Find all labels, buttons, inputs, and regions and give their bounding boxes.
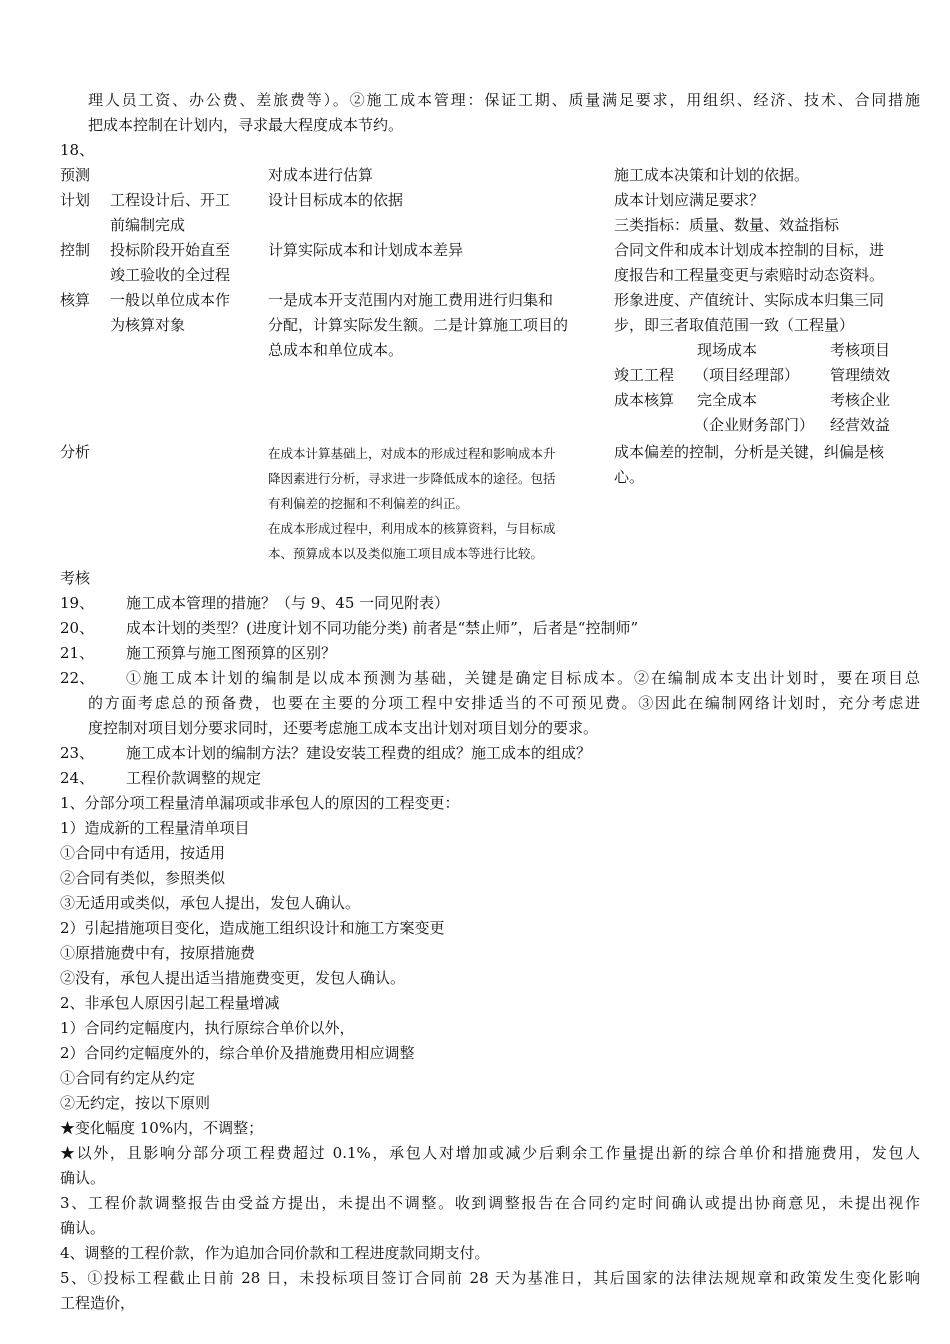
q18-label: 18、 — [60, 141, 95, 159]
body-line: ★变化幅度 10%内，不调整； — [60, 1119, 264, 1137]
q23-text: 施工成本计划的编制方法？建设安装工程费的组成？施工成本的组成？ — [126, 744, 592, 762]
sub-finance-dept: （企业财务部门） — [694, 416, 815, 434]
row-account-name: 核算 — [60, 291, 91, 309]
row-predict-name: 预测 — [60, 166, 91, 184]
body-line: 1）合同约定幅度内，执行原综合单价以外， — [60, 1019, 355, 1037]
para5-line-1: 5、①投标工程截止日前 28 日，未投标项目签订合同前 28 天为基准日，其后国家的法律法规规章和政策发生变化影响 — [60, 1269, 920, 1287]
body-line: 2）引起措施项目变化，造成施工组织设计和施工方案变更 — [60, 919, 445, 937]
sub-completion: 竣工工程 — [614, 366, 675, 384]
row-plan-timing-1: 工程设计后、开工 — [110, 191, 231, 209]
row-account-timing-2: 为核算对象 — [110, 316, 186, 334]
para-star-line-1: ★以外，且影响分部分项工程费超过 0.1%，承包人对增加或减少后剩余工作量提出新的综合单价和措施费用，发包人 — [60, 1144, 920, 1162]
para-star-line-2: 确认。 — [60, 1169, 106, 1187]
intro-line-1: 理人员工资、办公费、差旅费等）。②施工成本管理：保证工期、质量满足要求，用组织、经济、技术、合同措施 — [88, 91, 920, 109]
q20-text: 成本计划的类型？(进度计划不同功能分类) 前者是“禁止师”，后者是“控制师” — [126, 619, 639, 637]
q22-line-2: 的方面考虑总的预备费，也要在主要的分项工程中安排适当的不可预见费。③因此在编制网络计划时，充分考虑进 — [88, 694, 920, 712]
body-line: 2）合同约定幅度外的，综合单价及措施费用相应调整 — [60, 1044, 415, 1062]
q24-text: 工程价款调整的规定 — [126, 769, 262, 787]
row-predict-note: 施工成本决策和计划的依据。 — [614, 166, 810, 184]
row-account-content-2: 分配，计算实际发生额。二是计算施工项目的 — [268, 316, 569, 334]
q19-text: 施工成本管理的措施？（与 9、45 一同见附表） — [126, 594, 450, 612]
row-control-timing-1: 投标阶段开始直至 — [110, 241, 231, 259]
row-plan-timing-2: 前编制完成 — [110, 216, 186, 234]
body-line: ①原措施费中有，按原措施费 — [60, 944, 256, 962]
row-analysis-name: 分析 — [60, 443, 91, 461]
row-predict-content: 对成本进行估算 — [268, 166, 374, 184]
row-control-note-1: 合同文件和成本计划成本控制的目标，进 — [614, 241, 885, 259]
q22-line-3: 度控制对项目划分要求同时，还要考虑施工成本支出计划对项目划分的要求。 — [88, 719, 599, 737]
row-plan-note-2: 三类指标：质量、数量、效益指标 — [614, 216, 840, 234]
row-control-content: 计算实际成本和计划成本差异 — [268, 241, 464, 259]
row-plan-content: 设计目标成本的依据 — [268, 191, 404, 209]
row-account-content-3: 总成本和单位成本。 — [268, 341, 404, 359]
sub-pm-dept: （项目经理部） — [694, 366, 800, 384]
body-line: ②无约定，按以下原则 — [60, 1094, 211, 1112]
row-control-name: 控制 — [60, 241, 91, 259]
para3-line-1: 3、工程价款调整报告由受益方提出，未提出不调整。收到调整报告在合同约定时间确认或提出协商意见，未提出视作 — [60, 1194, 920, 1212]
q21-text: 施工预算与施工图预算的区别？ — [126, 644, 337, 662]
body-line: ①合同有约定从约定 — [60, 1069, 196, 1087]
row-analysis-content-4: 在成本形成过程中，利用成本的核算资料，与目标成 — [268, 521, 556, 536]
body-line: ③无适用或类似，承包人提出，发包人确认。 — [60, 894, 361, 912]
row-analysis-content-3: 有利偏差的挖掘和不利偏差的纠正。 — [268, 496, 469, 511]
row-analysis-note-1: 成本偏差的控制，分析是关键，纠偏是核 — [614, 443, 885, 461]
row-account-timing-1: 一般以单位成本作 — [110, 291, 231, 309]
body-line: ①合同中有适用，按适用 — [60, 844, 226, 862]
q23-num: 23、 — [60, 744, 95, 762]
sub-mgmt-perf: 管理绩效 — [830, 366, 891, 384]
row-plan-name: 计划 — [60, 191, 91, 209]
sub-op-benefit: 经营效益 — [830, 416, 891, 434]
para4: 4、调整的工程价款，作为追加合同价款和工程进度款同期支付。 — [60, 1244, 490, 1262]
sub-cost-acct: 成本核算 — [614, 391, 675, 409]
sub-assess-ent: 考核企业 — [830, 391, 891, 409]
q21-num: 21、 — [60, 644, 95, 662]
sub-full-cost: 完全成本 — [697, 391, 758, 409]
row-control-timing-2: 竣工验收的全过程 — [110, 266, 231, 284]
body-line: 2、非承包人原因引起工程量增减 — [60, 994, 280, 1012]
intro-line-2: 把成本控制在计划内，寻求最大程度成本节约。 — [88, 116, 404, 134]
q22-line-1: ①施工成本计划的编制是以成本预测为基础，关键是确定目标成本。②在编制成本支出计划时，要在项目总 — [126, 669, 920, 687]
row-account-note-2: 步，即三者取值范围一致（工程量） — [614, 316, 855, 334]
row-account-note-1: 形象进度、产值统计、实际成本归集三同 — [614, 291, 885, 309]
row-assess-name: 考核 — [60, 569, 91, 587]
sub-assess-project: 考核项目 — [830, 341, 891, 359]
row-analysis-note-2: 心。 — [614, 468, 645, 486]
q22-num: 22、 — [60, 669, 95, 687]
q20-num: 20、 — [60, 619, 95, 637]
q19-num: 19、 — [60, 594, 95, 612]
para5-line-2: 工程造价， — [60, 1294, 136, 1312]
q24-num: 24、 — [60, 769, 95, 787]
body-line: ②合同有类似，参照类似 — [60, 869, 226, 887]
row-account-content-1: 一是成本开支范围内对施工费用进行归集和 — [268, 291, 554, 309]
row-control-note-2: 度报告和工程量变更与索赔时动态资料。 — [614, 266, 885, 284]
sub-site-cost: 现场成本 — [697, 341, 758, 359]
para3-line-2: 确认。 — [60, 1219, 106, 1237]
row-analysis-content-2: 降因素进行分析，寻求进一步降低成本的途径。包括 — [268, 471, 556, 486]
body-line: 1）造成新的工程量清单项目 — [60, 819, 250, 837]
body-line: ②没有，承包人提出适当措施费变更，发包人确认。 — [60, 969, 406, 987]
body-line: 1、分部分项工程量清单漏项或非承包人的原因的工程变更： — [60, 794, 460, 812]
row-analysis-content-1: 在成本计算基础上，对成本的形成过程和影响成本升 — [268, 446, 556, 461]
row-plan-note-1: 成本计划应满足要求？ — [614, 191, 765, 209]
row-analysis-content-5: 本、预算成本以及类似施工项目成本等进行比较。 — [268, 546, 544, 561]
